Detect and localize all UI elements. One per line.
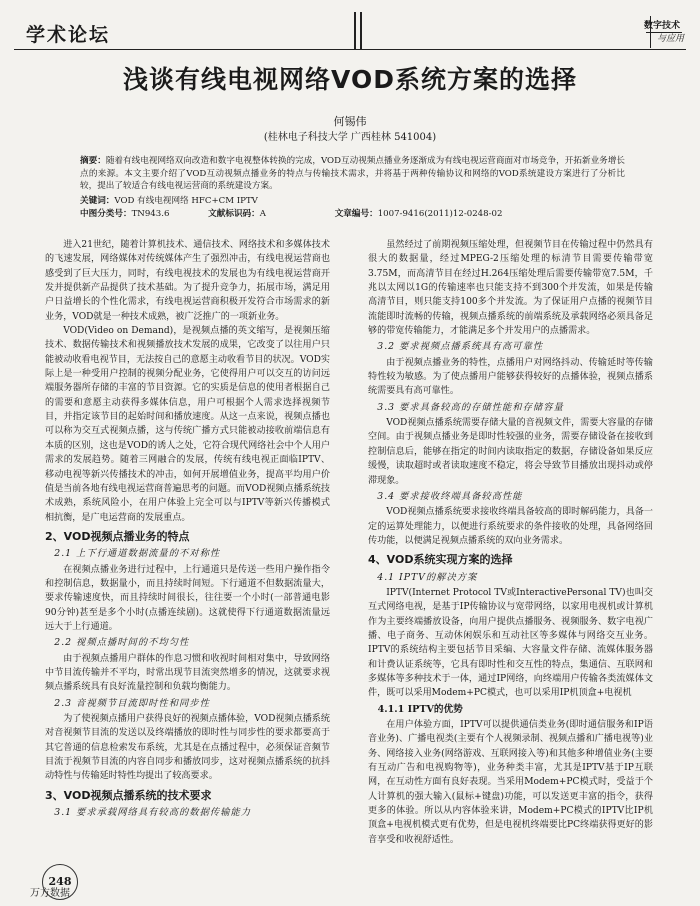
- left-column: [45, 238, 330, 821]
- paragraph: 在用户体验方面，IPTV可以提供通信类业务(即时通信服务和IP语音业务)、广播电视类(主要有个人视频录制、视频点播和广播电视等)业务、网络接入业务(网络游戏、互联网接入等)和其他多种增值业务(主要有互动广告和电视购物等)，业务种类丰富，尤其是IPTV基于IP互联网，在互动性方面有良好表现。当采用Modem+PC模式时，受益于个人计算机的强大输入(鼠标+键盘)功能，可以发送更丰富的指令，获得更多的体验。所以从内容体验来讲，Modem+PC模式的IPTV比IP机顶盒+电视机模式更有优势，但是电视机终端要比PC终端获得更好的影音享受和收视舒适性。: [368, 720, 653, 845]
- subsection-heading: 2.1 上下行通道数据流量的不对称性: [54, 548, 221, 560]
- affiliation: (桂林电子科技大学 广西桂林 541004): [263, 132, 437, 143]
- section-heading: 3、VOD视频点播系统的技术要求: [45, 788, 212, 802]
- article-meta: [80, 207, 625, 219]
- right-column: [368, 238, 653, 847]
- subsection-heading: 3.4 要求接收终端具备较高性能: [377, 490, 523, 502]
- article-no-value: 1007-9416(2011)12-0248-02: [377, 209, 503, 219]
- section-label: 学术论坛: [26, 24, 111, 46]
- paragraph: 为了使视频点播用户获得良好的视频点播体验，VOD视频点播系统对音视频节目流的发送以及终端播放的即时性与同步性的要求都要高于其它普通的信息检索发布系统，尤其是在点播过程中，必须保证音频节目流于视频节目流的内容自同步和播放同步，这对视频点播系统的抗抖动特性与传输延时特性均提出了较高要求。: [45, 714, 330, 782]
- section-heading: 4、VOD系统实现方案的选择: [368, 553, 513, 567]
- page-number: 248: [42, 864, 78, 900]
- author: 何锡伟: [333, 115, 367, 128]
- subsection-heading: 3.3 要求具备较高的存储性能和存储容量: [377, 401, 564, 413]
- paragraph: 虽然经过了前期视频压缩处理，但视频节目在传输过程中仍然具有很大的数据量，经过MPEG-2压缩处理的标清节目需要传输带宽3.75M，而高清节目在经过H.264压缩处理后需要传输带宽7.5M，千兆以太网以1G的传输速率也只能支持不到300个并发流，如果是传输高清节目，则只能支持100多个并发流。为了保证用户点播的视频节目流能即时流畅的传输，视频点播系统的前端系统及承载网络必须具备足够的带宽传输能力，才能满足多个并发用户的点播需求。: [368, 240, 653, 337]
- header-divider-bar: [354, 12, 356, 50]
- clc-label: 中图分类号：: [80, 209, 132, 219]
- article-title: 浅谈有线电视网络VOD系统方案的选择: [123, 65, 577, 94]
- keywords-text: VOD 有线电视网络 HFC+CM IPTV: [114, 196, 258, 206]
- source-stamp: 万方数据: [30, 888, 70, 899]
- subsection-heading: 3.1 要求承载网络具有较高的数据传输能力: [54, 807, 252, 819]
- header-divider-bar: [360, 12, 362, 50]
- doc-code-value: A: [259, 209, 266, 219]
- paragraph: IPTV(Internet Protocol TV或InteractivePersonal TV)也叫交互式网络电视，是基于IP传输协议与宽带网络，以家用电视机或计算机作为主要终端播放设备，向用户提供点播服务、视频服务、数字电视广播、电子商务、互动休闲娱乐和互动社区等多媒体与网络交互业务。IPTV的系统结构主要包括节目采编、大容量文件存储、流媒体服务器和计费认证系统等，它具有即时性和交互性的特点，集通信、互联网和多媒体等多种技术于一体，通过IP网络，向终端用户传输各类流媒体文件，既可以采用Modem+PC模式，也可以采用IP机顶盒+电视机: [368, 587, 653, 699]
- subsection-heading: 2.3 音视频节目流即时性和同步性: [54, 697, 210, 709]
- abstract: [80, 155, 625, 193]
- subsection-heading: 2.2 视频点播时间的不均匀性: [54, 637, 190, 649]
- abstract-text: 随着有线电视网络双向改造和数字电视整体转换的完成，VOD互动视频点播业务逐渐成为有线电视运营商面对市场竞争，开拓新业务增长点的来源。本文主要介绍了VOD互动视频点播业务的特点与传输技术需求，并将基于两种传输协议和网络的VOD系统建设方案进行了分析比较，提出了较适合有线电视运营商的系统建设方案。: [80, 156, 625, 191]
- section-heading: 2、VOD视频点播业务的特点: [45, 529, 190, 543]
- paragraph: 由于视频点播业务的特性，点播用户对网络抖动、传输延时等传输特性较为敏感。为了使点播用户能够获得较好的点播体验，视频点播系统需要具有高可靠性。: [368, 357, 653, 397]
- clc-value: TN943.6: [131, 209, 170, 219]
- article-no-label: 文章编号：: [334, 209, 378, 219]
- subsubsection-heading: 4.1.1 IPTV的优势: [377, 703, 463, 715]
- header-rule: [14, 49, 686, 50]
- paragraph: VOD(Video on Demand)，是视频点播的英文缩写，是视频压缩技术、数据传输技术和视频播放技术发展的成果，它改变了以往用户只能被动收看电视节目，无法按自己的意愿主动收看节目的状况。VOD实际上是一种受用户控制的视频分配业务，它使得用户可以交互的访问远端服务器所存储的丰富的节目资源。它的实质是信息的使用者根据自己的需要和意愿主动获得多媒体信息，用户可根据个人需求选择视频节目，并指定该节目的起始时间和播放速度。从这一点来说，视频点播也可以称为交互式视频点播，这与传统广播方式只能被动接收前端信息有本质的区别，这也是VOD的诱人之处，它符合现代网络社会中个人用户需求的发展趋势。随着三网融合的发展，传统有线电视正面临IPTV、移动电视等新兴传播技术的冲击，如何开展增值业务，提高平均用户价值是当前各地有线电视运营商普遍思考的问题。而VOD视频点播系统技术成熟，系统风险小，在用户体验上完全可以与IPTV等新兴传播模式相抗衡，是广电运营商的发展重点。: [45, 326, 330, 523]
- paragraph: VOD视频点播系统要求接收终端具备较高的即时解码能力，具备一定的运算处理能力，以便进行系统要求的条件接收的处理，具备网络回传功能，以便满足视频点播系统的双向业务需求。: [368, 507, 653, 546]
- keywords-label: 关键词：: [80, 196, 115, 206]
- logo-text-1: 数字技术: [643, 21, 680, 31]
- paragraph: 在视频点播业务进行过程中，上行通道只是传送一些用户操作指令和控制信息，数据量小，而且持续时间短。下行通道不但数据流量大，要求传输速度快，而且持续时间很长，往往要一个小时(一部普通电影90分钟)甚至是多个小时(点播连续剧)。这就使得下行通道数据流量远远大于上行通道。: [45, 564, 330, 632]
- subsection-heading: 4.1 IPTV的解决方案: [377, 571, 478, 583]
- journal-logo: [606, 12, 686, 48]
- paragraph: VOD视频点播系统需要存储大量的音视频文件，需要大容量的存储空间。由于视频点播业务是即时性较强的业务，需要存储设备在接收到控制信息后，能够在指定的时间内读取指定的数据，存储设备如果反应缓慢，读取超时或者读取速度不稳定，将会导致节目播放出现抖动或停滞现象。: [368, 418, 653, 486]
- subsection-heading: 3.2 要求视频点播系统具有高可靠性: [377, 341, 544, 353]
- doc-code-label: 文献标识码：: [208, 209, 260, 219]
- paragraph: 进入21世纪，随着计算机技术、通信技术、网络技术和多媒体技术的飞速发展，网络媒体对传统媒体产生了强烈冲击，有线电视运营商也感受到了巨大压力，同时，有线电视技术的发展也为有线电视运营商开发并提供新产品提供了技术基础。为了提升竞争力，拓展市场，满足用户日益增长的个性化需求，有线电视运营商积极开发符合市场需求的新业务，VOD就是一种技术成熟，被广泛推广的一项新业务。: [45, 240, 330, 322]
- page-header: [14, 10, 686, 52]
- logo-text-2: 与应用: [656, 34, 684, 44]
- paragraph: 由于视频点播用户群体的作息习惯和收视时间相对集中，导致网络中节目流传输并不平均，时常出现节目流突然增多的情况，这就要求视频点播系统具有良好流量控制和负载均衡能力。: [45, 653, 330, 693]
- abstract-label: 摘要：: [80, 156, 106, 166]
- keywords: [80, 194, 258, 206]
